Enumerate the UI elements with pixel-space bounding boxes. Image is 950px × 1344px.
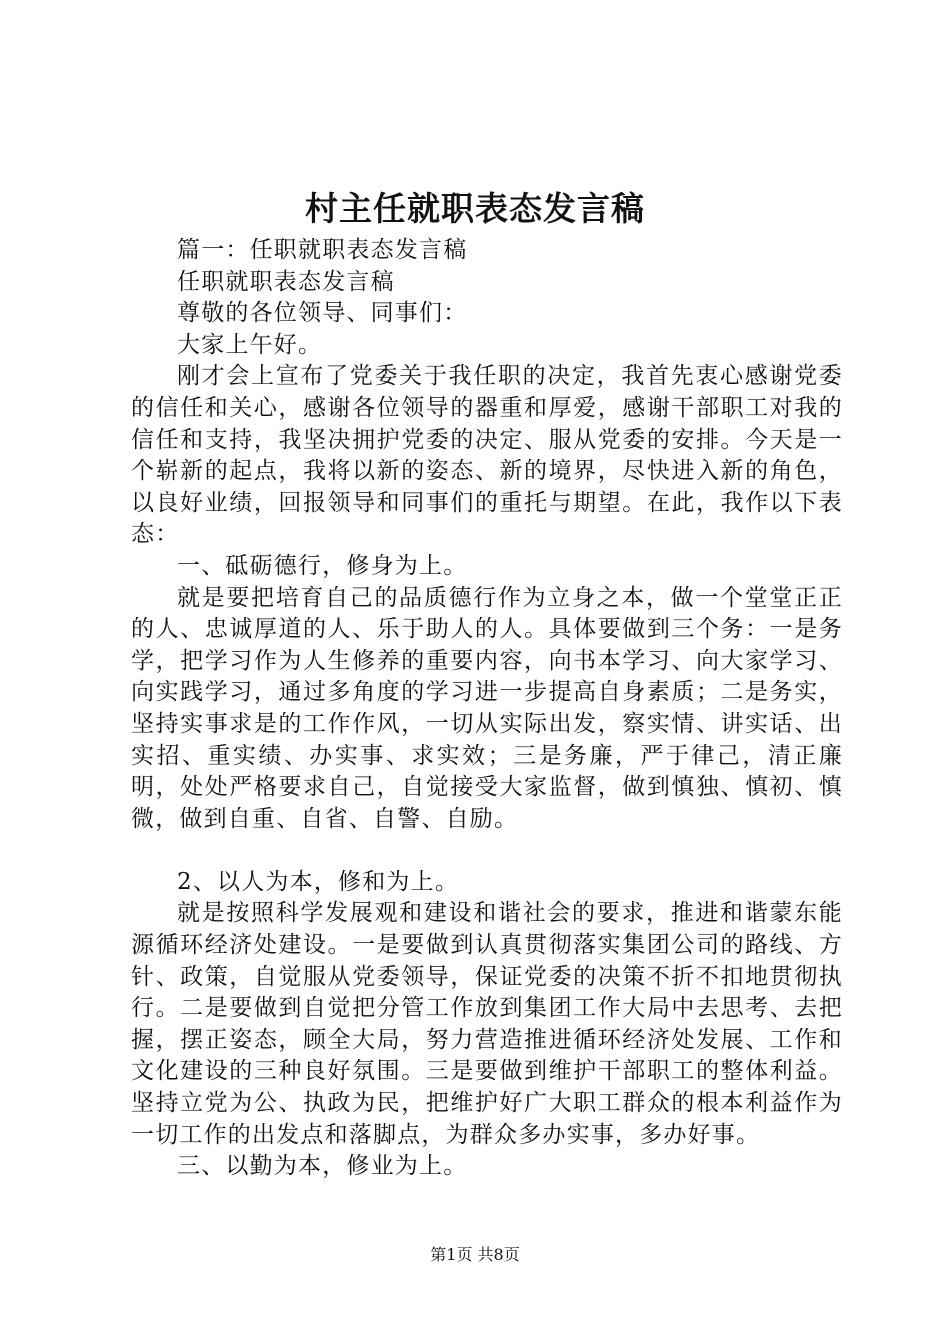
section-heading: 2、以人为本，修和为上。 xyxy=(177,868,460,895)
paragraph: 篇一：任职就职表态发言稿 xyxy=(177,237,468,263)
paragraph: 任职就职表态发言稿 xyxy=(177,268,395,295)
paragraph: 尊敬的各位领导、同事们： xyxy=(177,300,468,327)
document-body xyxy=(131,235,843,1183)
section-heading: 一、砥砺德行，修身为上。 xyxy=(177,552,468,579)
paragraph: 就是要把培育自己的品质德行作为立身之本，做一个堂堂正正的人、忠诚厚道的人、乐于助人的人。具体要做到三个务：一是务学，把学习作为人生修养的重要内容，向书本学习、向大家学习、向实践学习，通过多角度的学习进一步提高自身素质；二是务实，坚持实事求是的工作作风，一切从实际出发，察实情、讲实话、出实招、重实绩、办实事、求实效；三是务廉，严于律己，清正廉明，处处严格要求自己，自觉接受大家监督，做到慎独、慎初、慎微，做到自重、自省、自警、自励。 xyxy=(131,584,843,832)
document-title: 村主任就职表态发言稿 xyxy=(305,189,645,228)
page-number: 第1页 共8页 xyxy=(430,1245,520,1264)
section-heading: 三、以勤为本，修业为上。 xyxy=(177,1153,468,1180)
paragraph: 大家上午好。 xyxy=(177,331,323,358)
paragraph: 就是按照科学发展观和建设和谐社会的要求，推进和谐蒙东能源循环经济处建设。一是要做到认真贯彻落实集团公司的路线、方针、政策，自觉服从党委领导，保证党委的决策不折不扣地贯彻执行。二是要做到自觉把分管工作放到集团工作大局中去思考、去把握，摆正姿态，顾全大局，努力营造推进循环经济处发展、工作和文化建设的三种良好氛围。三是要做到维护干部职工的整体利益。坚持立党为公、执政为民，把维护好广大职工群众的根本利益作为一切工作的出发点和落脚点，为群众多办实事，多办好事。 xyxy=(131,900,843,1148)
paragraph: 刚才会上宣布了党委关于我任职的决定，我首先衷心感谢党委的信任和关心，感谢各位领导的器重和厚爱，感谢干部职工对我的信任和支持，我坚决拥护党委的决定、服从党委的安排。今天是一个崭新的起点，我将以新的姿态、新的境界，尽快进入新的角色，以良好业绩，回报领导和同事们的重托与期望。在此，我作以下表态： xyxy=(131,363,843,548)
